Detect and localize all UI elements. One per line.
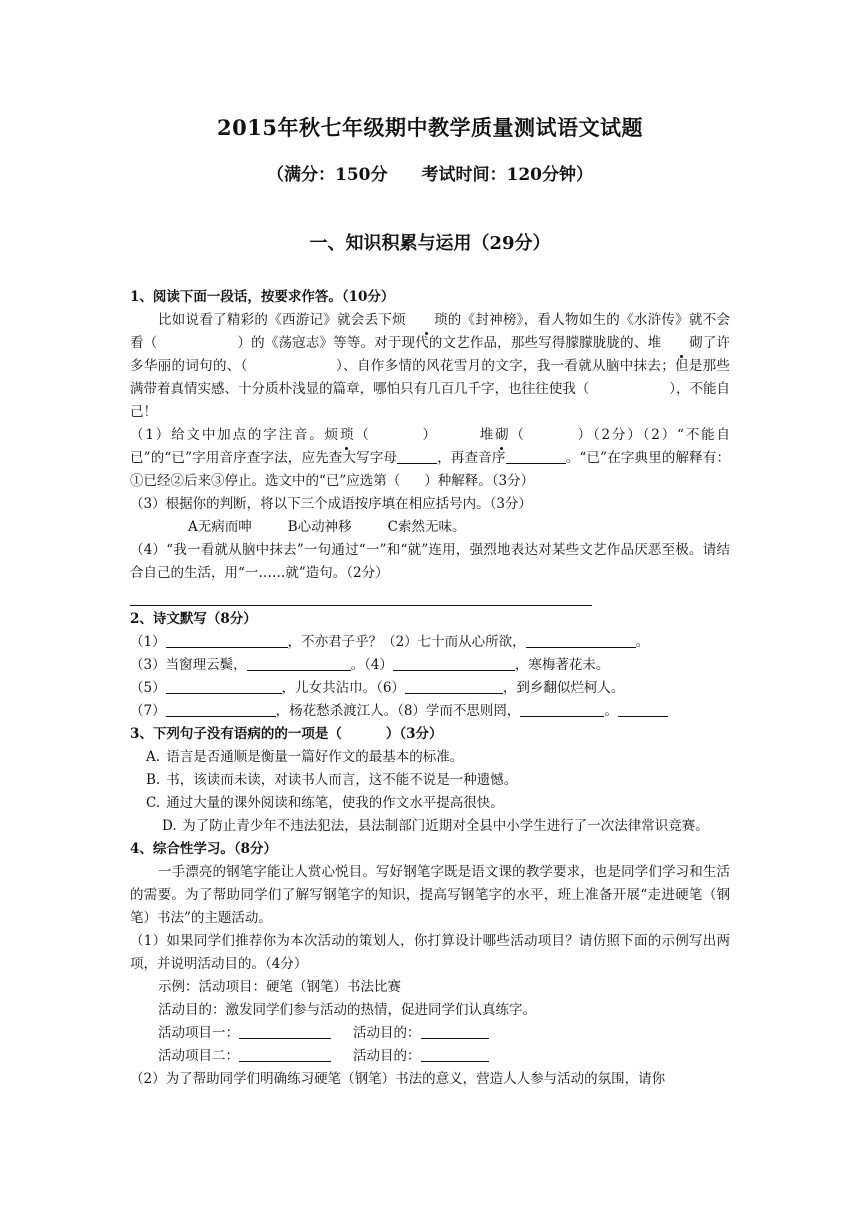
activity-item-2-blank[interactable]	[239, 1046, 331, 1062]
time-info: 考试时间：120分钟）	[421, 165, 593, 185]
exam-title: 2015年秋七年级期中教学质量测试语文试题	[217, 115, 643, 140]
activity-goal-2-blank[interactable]	[421, 1046, 489, 1062]
exam-body	[130, 286, 730, 1091]
dotted-char-suo: 琐	[406, 309, 448, 332]
answer-line[interactable]	[130, 585, 592, 606]
poem-blank-6[interactable]	[405, 678, 503, 694]
option-a: A无病而呻	[188, 519, 252, 535]
poem-line-2: （3）当窗理云鬓， 。（4） ，寒梅著花未。	[130, 657, 610, 673]
poem-blank-5[interactable]	[166, 678, 282, 694]
poem-blank-7[interactable]	[166, 701, 276, 717]
activity-goal-1-blank[interactable]	[421, 1023, 489, 1039]
poem-blank-3[interactable]	[247, 655, 351, 671]
exam-subtitle	[0, 160, 860, 185]
poem-blank-4[interactable]	[393, 655, 515, 671]
q1-sub4: （4）“我一看就从脑中抹去”一句通过“一”和“就”连用，强烈地表达对某些文艺作品厌恶至极。请结合自己的生活，用“一……就”造句。（2分）	[130, 542, 730, 581]
example-item: 示例：活动项目：硬笔（钢笔）书法比赛	[158, 979, 401, 995]
score-info: （满分：150分	[267, 165, 388, 185]
poem-blank-2[interactable]	[526, 632, 636, 648]
q2-heading: 2、诗文默写（8分）	[130, 611, 257, 627]
option-b: B心动神移	[287, 519, 352, 535]
q4-heading: 4、综合性学习。（8分）	[130, 841, 278, 857]
q4-sub2: （2）为了帮助同学们明确练习硬笔（钢笔）书法的意义，营造人人参与活动的氛围，请你	[130, 1071, 666, 1087]
poem-line-3: （5） ，儿女共沾巾。（6） ，到乡翻似烂柯人。	[130, 680, 625, 696]
activity-row-1: 活动项目一： 活动目的：	[130, 1022, 730, 1045]
q3-heading: 3、下列句子没有语病的的一项是（ ）（3分）	[130, 726, 443, 742]
q1-sub1: （1）给文中加点的字注音。烦琐（ ） 堆砌（ ）（2分）（2）“不能自已”的“已”字用音序查字法，应先查大写字母 ，再查音序 。“已”在字典里的解释有：①已经②后来③停止。选文中的“已”应选第（ ）种解释。（3分）	[130, 424, 730, 493]
q4-sub1: （1）如果同学们推荐你为本次活动的策划人，你打算设计哪些活动项目？请仿照下面的示例写出两项，并说明活动目的。（4分）	[130, 933, 730, 972]
q1-sub3: （3）根据你的判断，将以下三个成语按序填在相应括号内。（3分）	[130, 496, 532, 512]
section-heading: 一、知识积累与运用（29分）	[309, 233, 551, 254]
activity-item-1-blank[interactable]	[239, 1023, 331, 1039]
q1-heading: 1、阅读下面一段话，按要求作答。（10分）	[130, 289, 395, 305]
choice-a[interactable]: A. 语言是否通顺是衡量一篇好作文的最基本的标准。	[146, 749, 464, 765]
q4-intro: 一手漂亮的钢笔字能让人赏心悦目。写好钢笔字既是语文课的教学要求，也是同学们学习和生活的需要。为了帮助同学们了解写钢笔字的知识，提高写钢笔字的水平，班上准备开展“走进硬笔（钢笔）书法”的主题活动。	[130, 864, 730, 926]
order-blank[interactable]	[506, 448, 566, 464]
choice-c[interactable]: C. 通过大量的课外阅读和练笔，使我的作文水平提高很快。	[146, 795, 504, 811]
choice-b[interactable]: B. 书，该读而未读，对读书人而言，这不能不说是一种遗憾。	[146, 772, 518, 788]
activity-row-2: 活动项目二： 活动目的：	[130, 1045, 730, 1068]
poem-blank-8[interactable]	[520, 701, 604, 717]
poem-blank-1[interactable]	[166, 632, 288, 648]
choice-d[interactable]: D. 为了防止青少年不违法犯法，县法制部门近期对全县中小学生进行了一次法律常识竞赛。	[162, 818, 709, 834]
letter-blank[interactable]	[397, 448, 437, 464]
q1-passage: 比如说看了精彩的《西游记》就会丢下烦 琐的《封神榜》，看人物如生的《水浒传》就不会看（ ）的《荡寇志》等等。对于现代的文艺作品，那些写得朦朦胧胧的、堆 砌了许多华丽的词句的、（ ）、自作多情的风花雪月的文字，我一看就从脑中抹去；但是那些满带着真情实感、十分质朴浅显的篇章，哪怕只有几百几千字，也往往使我（ ），不能自己！	[130, 309, 730, 424]
poem-line-1: （1） ，不亦君子乎？（2）七十而从心所欲， 。	[130, 634, 650, 650]
example-goal: 活动目的：激发同学们参与活动的热情，促进同学们认真练字。	[158, 1002, 536, 1018]
q1-options	[130, 516, 730, 539]
dotted-char-qi: 砌	[661, 332, 703, 355]
option-c: C索然无味。	[387, 519, 466, 535]
poem-line-4: （7） ，杨花愁杀渡江人。（8）学而不思则罔， 。	[130, 700, 730, 723]
